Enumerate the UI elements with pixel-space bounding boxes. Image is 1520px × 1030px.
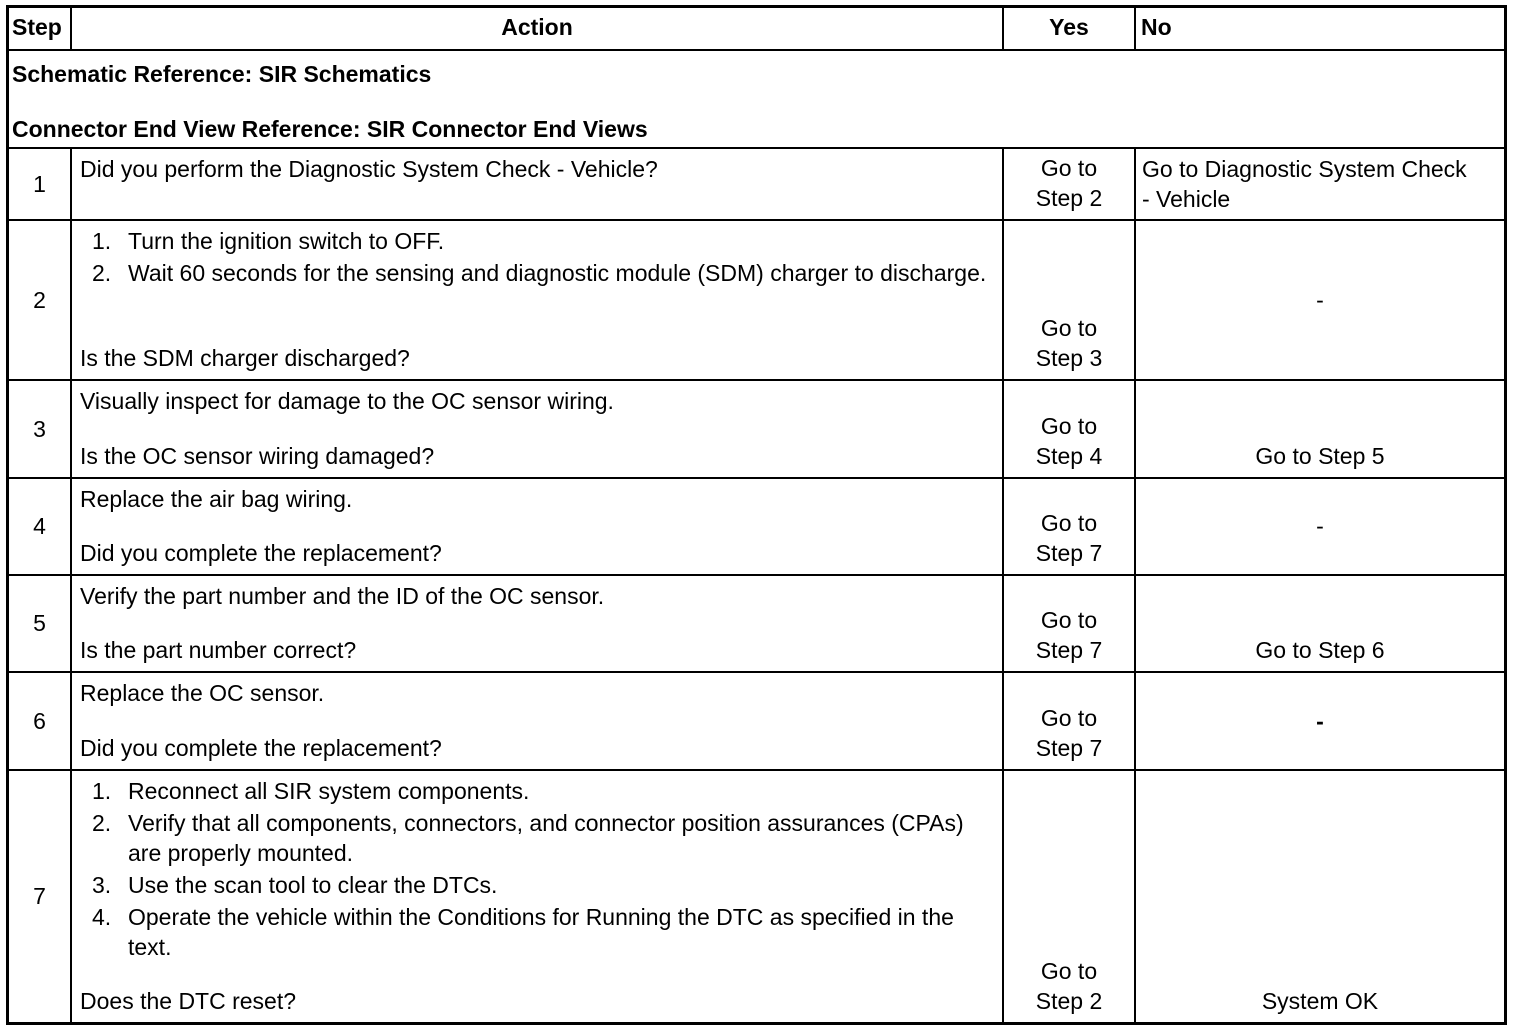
yes-line: Step 7 (1035, 735, 1103, 761)
step-number: 3 (9, 381, 72, 477)
action-cell (72, 576, 1004, 671)
step-number: 6 (9, 673, 72, 769)
yes-cell (1004, 149, 1136, 219)
table-row (9, 673, 1504, 771)
connector-reference: Connector End View Reference: SIR Connector End Views (12, 116, 648, 142)
action-text: Verify the part number and the ID of the OC sensor. (80, 583, 605, 609)
yes-cell (1004, 576, 1136, 671)
table-row (9, 221, 1504, 381)
header-yes: Yes (1004, 8, 1136, 49)
no-line: Go to Diagnostic System Check (1142, 156, 1467, 182)
yes-line: Go to (1040, 315, 1098, 341)
question-text: Did you complete the replacement? (80, 540, 442, 566)
step-number: 4 (9, 479, 72, 574)
question-text: Is the SDM charger discharged? (80, 345, 410, 371)
action-cell (72, 673, 1004, 769)
instruction-list (80, 226, 992, 288)
action-cell (72, 149, 1004, 219)
table-row (9, 381, 1504, 479)
no-cell (1136, 771, 1504, 1022)
question-text: Is the OC sensor wiring damaged? (80, 443, 435, 469)
table-row (9, 771, 1504, 1022)
step-number: 2 (9, 221, 72, 379)
action-text: Replace the air bag wiring. (80, 486, 353, 512)
header-step: Step (9, 8, 72, 49)
yes-line: Step 2 (1035, 185, 1103, 211)
table-row (9, 576, 1504, 673)
diagnostic-table (6, 5, 1507, 1025)
yes-line: Step 7 (1035, 540, 1103, 566)
yes-cell (1004, 479, 1136, 574)
action-text: Replace the OC sensor. (80, 680, 325, 706)
no-text: System OK (1261, 988, 1379, 1014)
action-text: Visually inspect for damage to the OC sensor wiring. (80, 388, 614, 414)
action-cell (72, 771, 1004, 1022)
yes-line: Step 3 (1035, 345, 1103, 371)
table-row (9, 149, 1504, 221)
instruction-list (80, 776, 992, 962)
yes-line: Step 7 (1035, 637, 1103, 663)
question-text: Is the part number correct? (80, 637, 357, 663)
action-cell (72, 381, 1004, 477)
step-number: 1 (9, 149, 72, 219)
no-cell (1136, 576, 1504, 671)
yes-line: Go to (1040, 705, 1098, 731)
instruction-item: 1. Turn the ignition switch to OFF. (92, 228, 445, 254)
instruction-item: 1. Reconnect all SIR system components. (92, 778, 530, 804)
step-number: 7 (9, 771, 72, 1022)
action-cell (72, 221, 1004, 379)
yes-line: Go to (1040, 607, 1098, 633)
yes-line: Go to (1040, 155, 1098, 181)
question-text: Did you complete the replacement? (80, 735, 442, 761)
yes-line: Go to (1040, 510, 1098, 536)
instruction-item: 2. Verify that all components, connectors, and connector position assurances (CPAs) are properly mounted. (92, 810, 964, 866)
yes-line: Step 4 (1035, 443, 1103, 469)
yes-cell (1004, 673, 1136, 769)
no-cell: - (1316, 286, 1324, 313)
no-text: Go to Step 6 (1255, 637, 1385, 663)
no-cell: - (1316, 707, 1324, 734)
no-text: Go to Step 5 (1255, 443, 1385, 469)
schematic-reference: Schematic Reference: SIR Schematics (12, 61, 432, 87)
no-cell (1136, 381, 1504, 477)
no-line: - Vehicle (1142, 186, 1231, 212)
yes-line: Go to (1040, 413, 1098, 439)
yes-line: Go to (1040, 958, 1098, 984)
reference-row (9, 51, 1504, 149)
instruction-item: 3. Use the scan tool to clear the DTCs. (92, 872, 498, 898)
no-cell: - (1316, 513, 1324, 539)
action-text: Did you perform the Diagnostic System Check - Vehicle? (80, 156, 658, 182)
yes-line: Step 2 (1035, 988, 1103, 1014)
step-number: 5 (9, 576, 72, 671)
instruction-item: 2. Wait 60 seconds for the sensing and diagnostic module (SDM) charger to discharge. (92, 260, 987, 286)
yes-cell (1004, 381, 1136, 477)
question-text: Does the DTC reset? (80, 988, 297, 1014)
no-cell (1136, 149, 1504, 219)
yes-cell (1004, 771, 1136, 1022)
action-cell (72, 479, 1004, 574)
header-action: Action (72, 8, 1004, 49)
header-no: No (1141, 14, 1172, 40)
instruction-item: 4. Operate the vehicle within the Conditions for Running the DTC as specified in the text. (92, 904, 954, 960)
table-row (9, 479, 1504, 576)
yes-cell (1004, 221, 1136, 379)
table-header-row (9, 8, 1504, 51)
